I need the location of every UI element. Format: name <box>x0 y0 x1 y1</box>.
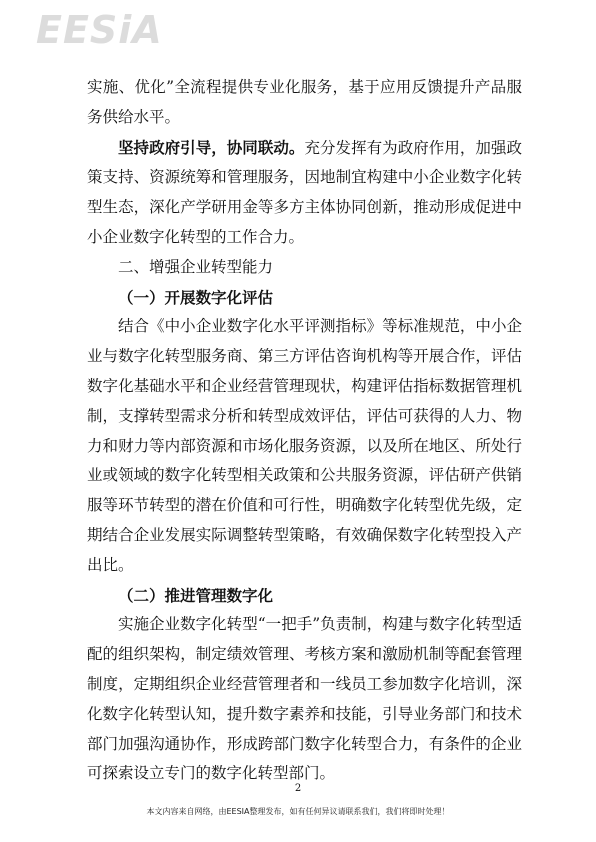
paragraph-continuation: 实施、优化”全流程提供专业化服务，基于应用反馈提升产品服务供给水平。 <box>87 78 522 126</box>
paragraph-government-guidance <box>87 133 522 253</box>
paragraph-lead-bold: 坚持政府引导，协同联动。 <box>118 137 305 157</box>
paragraph-body: 充分发挥有为政府作用，加强政策支持、资源统筹和管理服务，因地制宜构建中小企业数字化转型生态，深化产学研用金等多方主体协同创新，推动形成促进中小企业数字化转型的工作合力。 <box>87 138 522 246</box>
section-heading: 二、增强企业转型能力 <box>118 257 274 276</box>
eesia-watermark-logo: EESiA <box>36 8 163 52</box>
paragraph-assessment: 结合《中小企业数字化水平评测指标》等标准规范，中小企业与数字化转型服务商、第三方评估咨询机构等开展合作，评估数字化基础水平和企业经营管理现状，构建评估指标数据管理机制，支撑转型需求分析和转型成效评估，评估可获得的人力、物力和财力等内部资源和市场化服务资源，以及所在地区、所处行业或领域的数字化转型相关政策和公共服务资源，评估研产供销服等环节转型的潜在价值和可行性，明确数字化转型优先级，定期结合企业发展实际调整转型策略，有效确保数字化转型投入产出比。 <box>87 317 522 574</box>
subsection-heading-assessment: （一）开展数字化评估 <box>118 287 274 307</box>
page-number: 2 <box>294 783 302 794</box>
footer-disclaimer: 本文内容来自网络，由EESIA整理发布，如有任何异议请联系我们，我们将即时处理！ <box>146 807 450 816</box>
paragraph-management: 实施企业数字化转型“一把手”负责制，构建与数字化转型适配的组织架构，制定绩效管理、考核方案和激励机制等配套管理制度，定期组织企业经营管理者和一线员工参加数字化培训，深化数字化转型认知，提升数字素养和技能，引导业务部门和技术部门加强沟通协作，形成跨部门数字化转型合力，有条件的企业可探索设立专门的数字化转型部门。 <box>87 615 522 783</box>
subsection-heading-management: （二）推进管理数字化 <box>118 585 274 605</box>
document-body <box>87 73 522 789</box>
